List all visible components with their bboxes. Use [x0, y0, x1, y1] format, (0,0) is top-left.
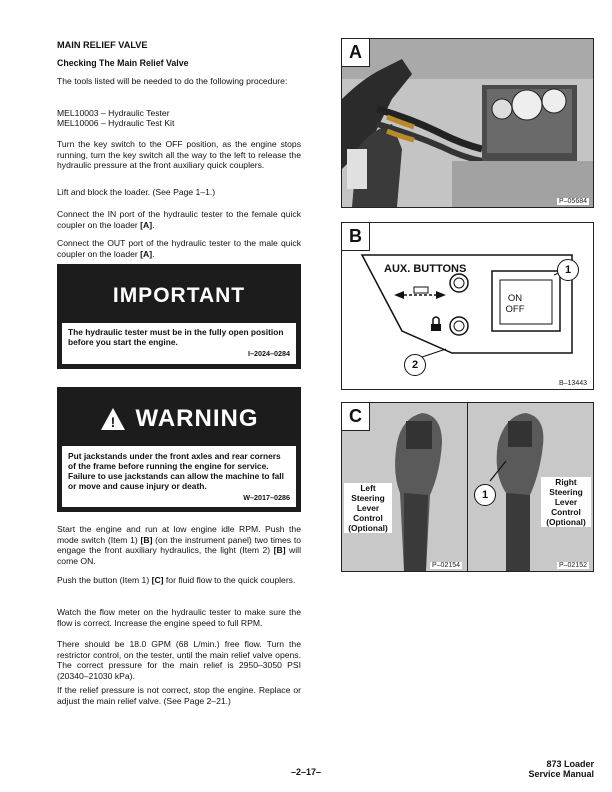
figure-c-left-code: P–02154	[432, 562, 461, 569]
important-text: The hydraulic tester must be in the fully open position before you start the engine.	[68, 327, 284, 347]
caption-line: Steering	[351, 493, 385, 503]
figure-b-letter: B	[342, 223, 370, 251]
figure-ref-b: [B]	[140, 534, 153, 545]
push-button-text-2: for fluid flow to the quick couplers.	[163, 575, 296, 585]
start-engine-text-2: (on the instrument panel) two times to engage the front auxiliary hydraulics, the light (Item 2)	[57, 534, 302, 555]
figure-b	[341, 222, 594, 390]
caption-line: Right	[555, 477, 577, 487]
figure-ref-a: [A]	[140, 219, 153, 230]
aux-buttons-label: AUX. BUTTONS	[384, 263, 467, 275]
figure-ref-b: [B]	[273, 545, 286, 555]
paragraph-key-switch: Turn the key switch to the OFF position, as the engine stops running, turn the key switch all the way to the left to release the hydraulic pressure at the front auxiliary quick couplers.	[57, 139, 301, 170]
footer-manual-title	[528, 759, 594, 779]
figure-a-letter: A	[342, 39, 370, 67]
paragraph-lift-block: Lift and block the loader. (See Page 1–1.)	[57, 187, 216, 197]
paragraph-tools-intro: The tools listed will be needed to do the following procedure:	[57, 76, 288, 86]
caption-line: Control	[353, 513, 383, 523]
warning-triangle-icon	[100, 407, 126, 431]
start-engine-text-3: will come ON.	[57, 545, 301, 566]
figure-ref-a: [A]	[140, 248, 153, 259]
paragraph-flow-meter: Watch the flow meter on the hydraulic tester to make sure the flow is correct. Increase the engine speed to full RPM.	[57, 607, 301, 628]
figure-a-code: P–05684	[558, 198, 587, 205]
important-notice	[57, 264, 301, 369]
page-number: –2–17–	[290, 767, 322, 777]
callout-2: 2	[404, 354, 426, 376]
caption-line: Control	[551, 507, 581, 517]
tool-item-1: MEL10003 – Hydraulic Tester	[57, 108, 170, 118]
footer-manual: Service Manual	[528, 769, 594, 779]
switch-on-label: ON	[507, 293, 523, 304]
figure-c-right-code: P–02152	[558, 562, 587, 569]
caption-line: (Optional)	[348, 523, 388, 533]
hydraulic-tester-photo	[342, 39, 593, 207]
svg-text:!: !	[110, 414, 115, 430]
warning-text: Put jackstands under the front axles and rear corners of the frame before running the engine for service. Failure to use jackstands can allow the machine to fall or move and cause injury or death.	[68, 451, 284, 491]
paragraph-free-flow: There should be 18.0 GPM (68 L/min.) free flow. Turn the restrictor control, on the tester, until the main relief valve opens. The correct pressure for the main relief is 2950–3050 PSI (20340–21030 kPa).	[57, 639, 301, 681]
paragraph-relief-pressure: If the relief pressure is not correct, stop the engine. Replace or adjust the main relief valve. (See Page 2–21.)	[57, 685, 301, 706]
paragraph-push-button	[57, 575, 301, 586]
section-title: MAIN RELIEF VALVE	[57, 40, 148, 50]
connect-out-text: Connect the OUT port of the hydraulic tester to the male quick coupler on the loader	[57, 238, 301, 259]
push-button-text-1: Push the button (Item 1)	[57, 575, 152, 585]
figure-b-code: B–13443	[558, 380, 587, 387]
warning-code: W–2017–0286	[243, 493, 290, 502]
important-banner: IMPORTANT	[62, 269, 296, 323]
caption-line: Lever	[356, 503, 380, 513]
footer-model: 873 Loader	[546, 759, 594, 769]
warning-notice	[57, 387, 301, 512]
figure-ref-c: [C]	[151, 575, 164, 585]
figure-c	[341, 402, 594, 572]
connect-in-text: Connect the IN port of the hydraulic tester to the female quick coupler on the loader	[57, 209, 301, 230]
important-code: I–2024–0284	[248, 349, 290, 358]
caption-line: Left	[360, 483, 376, 493]
paragraph-start-engine	[57, 524, 301, 566]
caption-line: (Optional)	[546, 517, 586, 527]
paragraph-connect-out: Connect the OUT port of the hydraulic tester to the male quick coupler on the loader [A].	[57, 238, 301, 259]
section-subtitle: Checking The Main Relief Valve	[57, 58, 189, 68]
tool-item-2: MEL10006 – Hydraulic Test Kit	[57, 118, 175, 128]
figure-a	[341, 38, 594, 208]
left-lever-caption	[344, 483, 392, 533]
caption-line: Steering	[549, 487, 583, 497]
aux-buttons-panel-drawing	[342, 223, 593, 389]
paragraph-connect-in: Connect the IN port of the hydraulic tester to the female quick coupler on the loader [A].	[57, 209, 301, 230]
right-lever-caption	[541, 477, 591, 527]
warning-label: WARNING	[135, 405, 259, 432]
caption-line: Lever	[554, 497, 578, 507]
on-off-switch	[500, 293, 530, 315]
switch-off-label: OFF	[505, 304, 525, 315]
figure-c-letter: C	[342, 403, 370, 431]
callout-1: 1	[474, 484, 496, 506]
warning-banner	[62, 392, 296, 446]
start-engine-text-1: Start the engine and run at low engine idle RPM. Push the mode switch (Item 1)	[57, 524, 301, 545]
callout-1: 1	[557, 259, 579, 281]
